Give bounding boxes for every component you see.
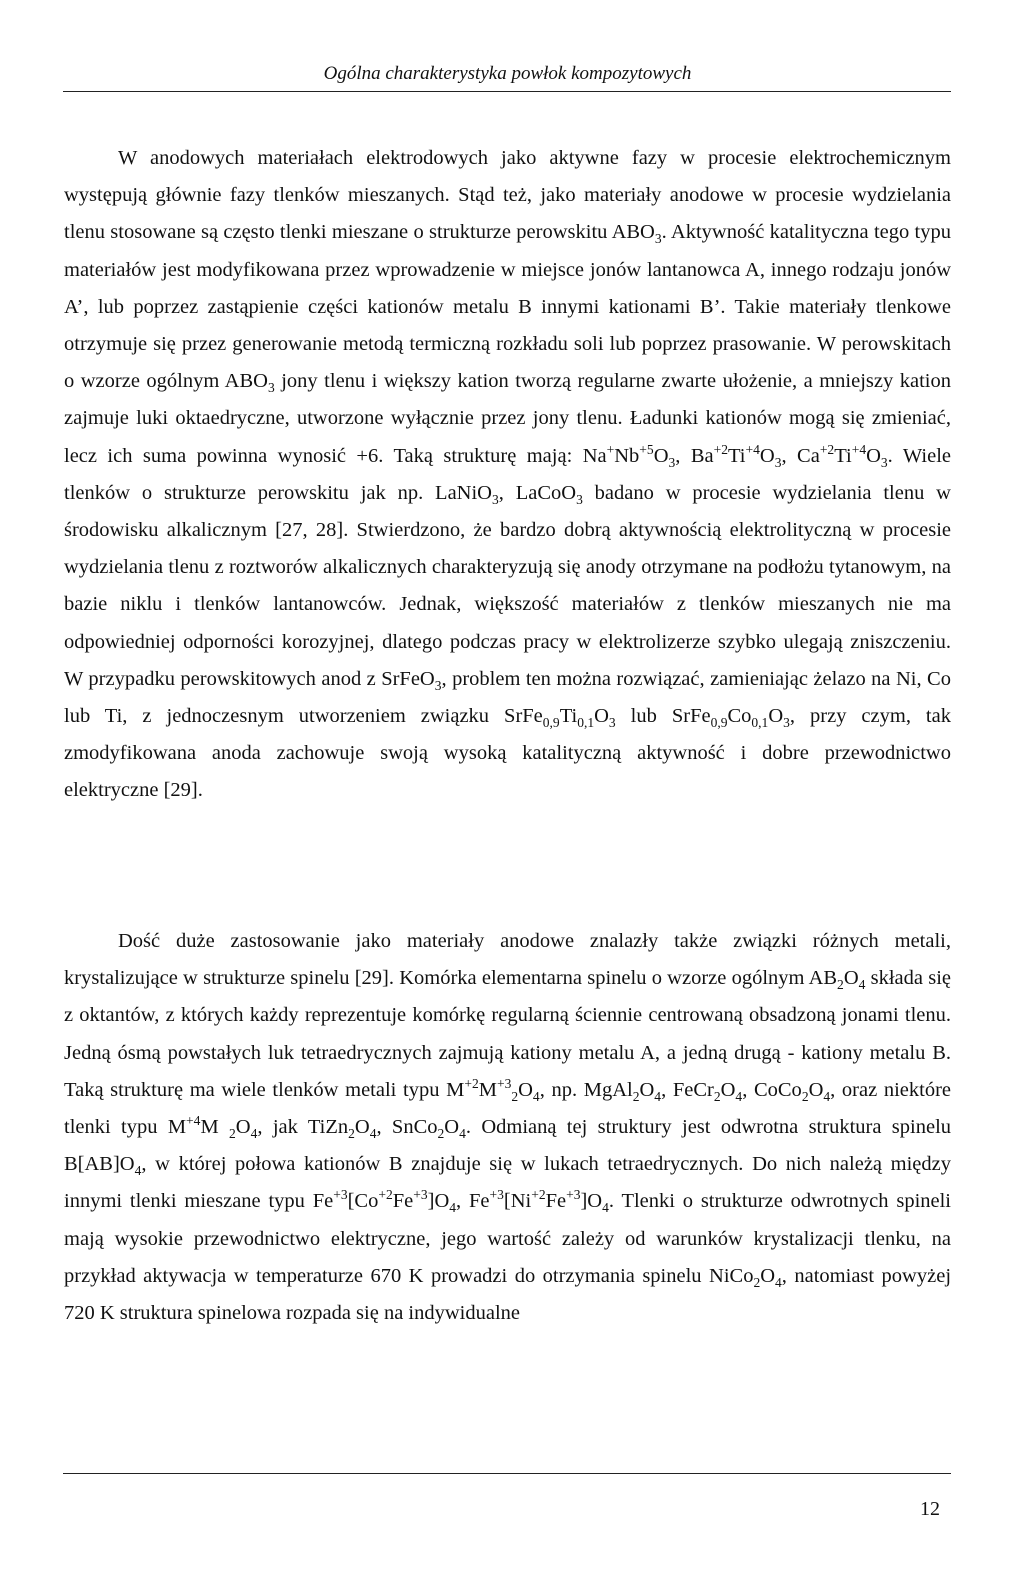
text-run: M <box>200 1116 230 1139</box>
text-run: składa się z oktantów, z których każdy reprezentuje komórkę regularną ściennie centrowaną obsadzoną jonami tlenu. Jedną ósmą powstałych luk tetraedrycznych zajmują kationy metalu A, a jedną drugą - kationy metalu B. Taką strukturę ma wiele tlenków metali typu M <box>64 967 951 1101</box>
superscript: + <box>606 441 615 457</box>
text-run: , w której połowa kationów B znajduje się w lukach tetraedrycznych. Do nich należą między innymi tlenki mieszane typu Fe <box>64 1153 951 1213</box>
subscript: 3 <box>608 715 616 731</box>
text-run: Co <box>727 705 752 728</box>
text-run: jony tlenu i większy kation tworzą regularne zwarte ułożenie, a mniejszy kation zajmuje luki oktaedryczne, utworzone wyłącznie przez jony tlenu. Ładunki kationów mogą się zmieniać, lecz ich suma powinna wynosić +6. Taką strukturę mają: Na <box>64 370 951 467</box>
subscript: 4 <box>735 1088 743 1104</box>
subscript: 2 <box>511 1088 519 1104</box>
subscript: 3 <box>491 491 499 507</box>
subscript: 3 <box>267 380 275 396</box>
text-run: , Fe <box>456 1190 490 1213</box>
footer-rule <box>63 1473 951 1474</box>
text-run: , przy czym, tak zmodyfikowana anoda zachowuje swoją wysoką katalityczną aktywność i dobre przewodnictwo elektryczne [29]. <box>64 705 951 802</box>
subscript: 0,9 <box>542 715 560 731</box>
superscript: +2 <box>531 1187 546 1203</box>
text-run: , SnCo <box>376 1116 438 1139</box>
text-run: ]O <box>580 1190 603 1213</box>
subscript: 3 <box>654 231 662 247</box>
superscript: +2 <box>713 441 728 457</box>
text-run: , jak TiZn <box>257 1116 349 1139</box>
superscript: +5 <box>639 441 654 457</box>
text-run: . Aktywność katalityczna tego typu materiałów jest modyfikowana przez wprowadzenie w miejsce jonów lantanowca A, innego rodzaju jonów A’, lub poprzez zastąpienie części kationów metalu B innymi kationami B’. Takie materiały tlenkowe otrzymuje się przez generowanie metodą termiczną rozkładu soli lub poprzez prasowanie. W perowskitach o wzorze ogólnym ABO <box>64 221 951 393</box>
text-run: O <box>808 1078 824 1101</box>
subscript: 4 <box>602 1200 609 1216</box>
header-rule <box>63 91 951 92</box>
text-run: O <box>235 1116 251 1139</box>
text-run: , np. MgAl <box>539 1078 633 1101</box>
subscript: 4 <box>532 1088 540 1104</box>
text-run: , problem ten można rozwiązać, zamieniając żelazo na Ni, Co lub Ti, z jednoczesnym utworzeniem związku SrFe <box>64 667 951 728</box>
text-run: O <box>653 444 669 467</box>
superscript: +2 <box>464 1075 479 1091</box>
subscript: 0,1 <box>577 715 595 731</box>
subscript: 0,1 <box>751 715 769 731</box>
superscript: +2 <box>819 441 835 457</box>
text-run: , oraz niektóre tlenki typu M <box>64 1078 952 1139</box>
text-run: Ti <box>728 444 746 467</box>
text-run: M <box>478 1078 497 1101</box>
subscript: 2 <box>348 1126 355 1142</box>
subscript: 4 <box>459 1126 466 1142</box>
text-run: [Co <box>347 1190 379 1213</box>
subscript: 4 <box>369 1126 377 1142</box>
page-number: 12 <box>920 1498 940 1520</box>
text-run: O <box>354 1116 370 1139</box>
text-run: Nb <box>614 444 640 467</box>
subscript: 3 <box>434 677 442 693</box>
text-run: O <box>866 444 881 467</box>
text-run: Ti <box>834 444 852 467</box>
running-header-title: Ogólna charakterystyka powłok kompozytowych <box>323 63 692 84</box>
text-run: O <box>843 967 859 990</box>
subscript: 3 <box>783 715 790 731</box>
subscript: 4 <box>449 1200 457 1216</box>
subscript: 3 <box>576 491 583 507</box>
text-run: O <box>759 444 775 467</box>
superscript: +3 <box>489 1187 504 1203</box>
superscript: +3 <box>566 1187 581 1203</box>
text-run: Ti <box>559 705 578 728</box>
subscript: 3 <box>668 454 676 470</box>
superscript: +4 <box>851 441 867 457</box>
text-run: . Tlenki o strukturze odwrotnych spineli mają wysokie przewodnictwo elektryczne, jego wartość zależy od warunków krystalizacji tlenku, na przykład aktywacja w temperaturze 670 K prowadzi do otrzymania spinelu NiCo <box>64 1190 952 1287</box>
text-run: ]O <box>427 1190 450 1213</box>
subscript: 4 <box>250 1126 258 1142</box>
subscript: 4 <box>775 1274 782 1290</box>
text-run: , LaCoO <box>498 481 577 504</box>
superscript: +3 <box>413 1187 428 1203</box>
text-run: . Wiele tlenków o strukturze perowskitu jak np. LaNiO <box>64 444 951 504</box>
text-run: O <box>518 1078 533 1101</box>
paragraph-perovskite <box>64 140 951 810</box>
subscript: 4 <box>654 1088 662 1104</box>
text-run: badano w procesie wydzielania tlenu w środowisku alkalicznym [27, 28]. Stwierdzono, że bardzo dobrą aktywnością elektrolityczną w procesie wydzielania tlenu z roztworów alkalicznych charakteryzują się anody otrzymane na podłożu tytanowym, na bazie niklu i tlenków lantanowców. Jednak, większość materiałów z tlenków mieszanych nie ma odpowiedniej odporności korozyjnej, dlatego podczas pracy w elektrolizerze szybko ulegają zniszczeniu. W przypadku perowskitowych anod z SrFeO <box>64 481 951 690</box>
subscript: 3 <box>880 454 888 470</box>
subscript: 2 <box>753 1274 761 1290</box>
superscript: +3 <box>496 1075 512 1091</box>
subscript: 2 <box>713 1088 721 1104</box>
text-run: Dość duże zastosowanie jako materiały anodowe znalazły także związki różnych metali, krystalizujące w strukturze spinelu [29]. Komórka elementarna spinelu o wzorze ogólnym AB <box>64 930 951 990</box>
superscript: +4 <box>186 1113 201 1129</box>
text-run: , FeCr <box>661 1078 714 1101</box>
subscript: 0,9 <box>710 715 728 731</box>
subscript: 2 <box>801 1088 809 1104</box>
subscript: 2 <box>229 1126 236 1142</box>
text-run: O <box>760 1264 776 1287</box>
text-run: , natomiast powyżej 720 K struktura spinelowa rozpada się na indywidualne <box>64 1264 952 1325</box>
subscript: 4 <box>823 1088 831 1104</box>
subscript: 2 <box>437 1126 445 1142</box>
text-run: [Ni <box>503 1190 532 1213</box>
subscript: 3 <box>774 454 782 470</box>
superscript: +2 <box>378 1187 393 1203</box>
text-run: Fe <box>545 1190 567 1213</box>
text-run: , Ba <box>675 444 714 467</box>
subscript: 4 <box>858 977 866 993</box>
text-run: W anodowych materiałach elektrodowych jako aktywne fazy w procesie elektrochemicznym występują głównie fazy tlenków mieszanych. Stąd też, jako materiały anodowe w procesie wydzielania tlenu stosowane są często tlenki mieszane o strukturze perowskitu ABO <box>64 147 951 244</box>
text-run: O <box>768 705 784 728</box>
subscript: 2 <box>837 977 844 993</box>
text-run: O <box>720 1078 736 1101</box>
text-run: lub SrFe <box>615 705 711 728</box>
superscript: +3 <box>333 1187 348 1203</box>
text-run: Fe <box>392 1190 414 1213</box>
text-run: O <box>639 1078 655 1101</box>
text-run: , Ca <box>781 444 820 467</box>
superscript: +4 <box>745 441 760 457</box>
paragraph-spinel <box>64 923 951 1332</box>
text-run: , CoCo <box>742 1078 802 1101</box>
text-run: O <box>594 705 609 728</box>
text-run: . Odmianą tej struktury jest odwrotna struktura spinelu B[AB]O <box>64 1116 952 1176</box>
subscript: 4 <box>134 1163 142 1179</box>
subscript: 2 <box>632 1088 640 1104</box>
text-run: O <box>444 1116 460 1139</box>
